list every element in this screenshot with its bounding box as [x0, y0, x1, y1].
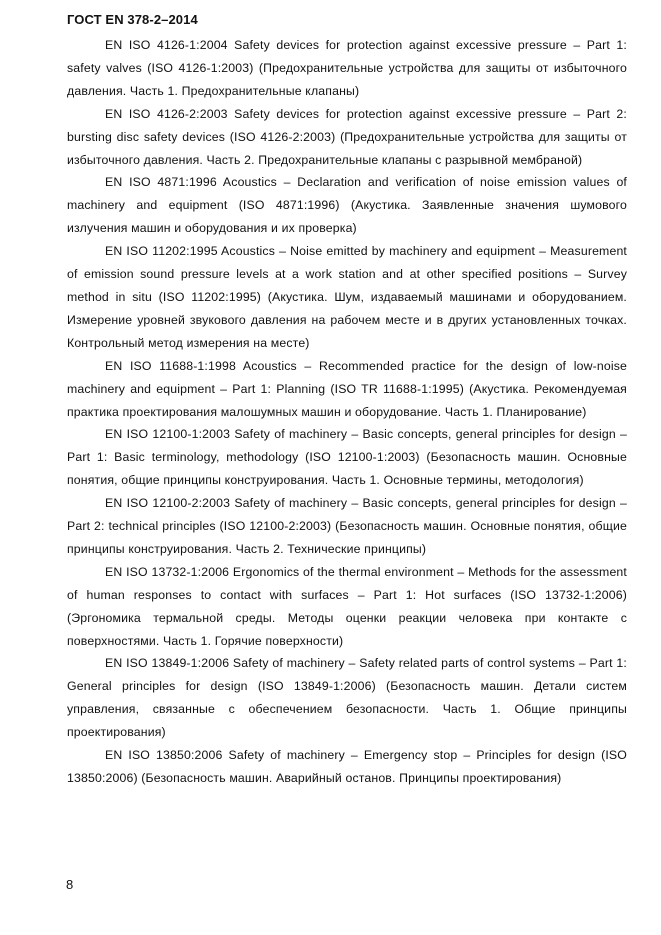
standard-code-header: ГОСТ EN 378-2–2014 — [67, 12, 198, 27]
reference-item: EN ISO 13732-1:2006 Ergonomics of the thermal environment – Methods for the assessment of human responses to contact with surfaces – Part 1: Hot surfaces (ISO 13732-1:2006) (Эргономика термальной среды. Методы оценки реакции человека при контакте с поверхностями. Часть 1. Горячие поверхности) — [67, 564, 627, 648]
reference-item: EN ISO 4871:1996 Acoustics – Declaration and verification of noise emission values of machinery and equipment (ISO 4871:1996) (Акустика. Заявленные значения шумового излучения машин и оборудования и их проверка) — [67, 175, 627, 236]
reference-item: EN ISO 4126-2:2003 Safety devices for protection against excessive pressure – Part 2: bursting disc safety devices (ISO 4126-2:2003) (Предохранительные устройства для защиты от избыточного давления. Часть 2. Предохранительные клапаны с разрывной мембраной) — [67, 106, 627, 167]
reference-item: EN ISO 13850:2006 Safety of machinery – Emergency stop – Principles for design (ISO 13850:2006) (Безопасность машин. Аварийный останов. Принципы проектирования) — [67, 748, 627, 785]
reference-item: EN ISO 11202:1995 Acoustics – Noise emitted by machinery and equipment – Measurement of emission sound pressure levels at a work station and at other specified positions – Survey method in situ (ISO 11202:1995) (Акустика. Шум, издаваемый машинами и оборудованием. Измерение уровней звукового давления на рабочем месте и в других установленных точках. Контрольный метод измерения на месте) — [67, 244, 627, 350]
reference-item: EN ISO 11688-1:1998 Acoustics – Recommended practice for the design of low-noise machinery and equipment – Part 1: Planning (ISO TR 11688-1:1995) (Акустика. Рекомендуемая практика проектирования малошумных машин и оборудование. Часть 1. Планирование) — [67, 358, 627, 419]
reference-item: EN ISO 4126-1:2004 Safety devices for protection against excessive pressure – Part 1: safety valves (ISO 4126-1:2003) (Предохранительные устройства для защиты от избыточного давления. Часть 1. Предохранительные клапаны) — [67, 38, 627, 98]
normative-references-list — [67, 34, 627, 790]
page-number: 8 — [66, 877, 74, 892]
reference-item: EN ISO 12100-1:2003 Safety of machinery – Basic concepts, general principles for design – Part 1: Basic terminology, methodology (ISO 12100-1:2003) (Безопасность машин. Основные понятия, общие принципы конструирования. Часть 1. Основные термины, методология) — [67, 427, 627, 488]
reference-item: EN ISO 13849-1:2006 Safety of machinery – Safety related parts of control systems – Part 1: General principles for design (ISO 13849-1:2006) (Безопасность машин. Детали систем управления, связанные с обеспечением безопасности. Часть 1. Общие принципы проектирования) — [67, 656, 627, 740]
reference-item: EN ISO 12100-2:2003 Safety of machinery – Basic concepts, general principles for design – Part 2: technical principles (ISO 12100-2:2003) (Безопасность машин. Основные понятия, общие принципы конструирования. Часть 2. Технические принципы) — [67, 496, 627, 556]
